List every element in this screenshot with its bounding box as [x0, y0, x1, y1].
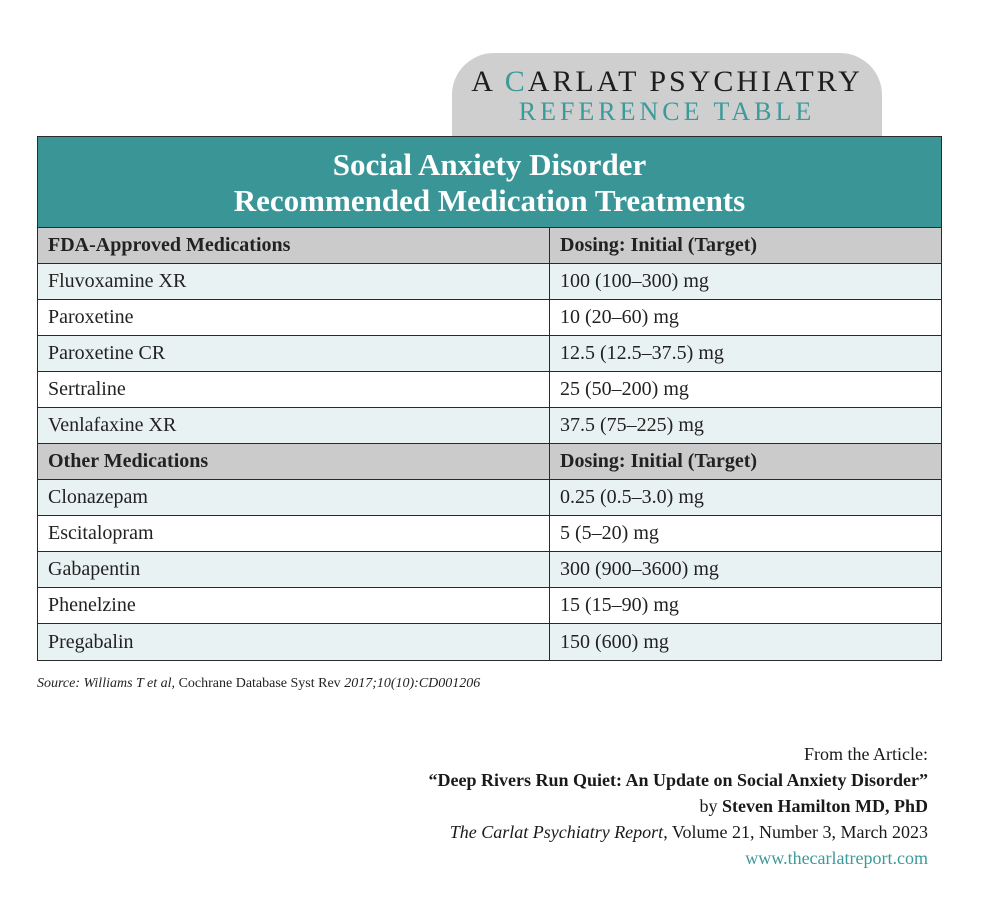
brand-subtitle: REFERENCE TABLE [518, 97, 816, 126]
brand-title [452, 65, 882, 99]
table-title-line2: Recommended Medication Treatments [233, 183, 746, 218]
article-title: “Deep Rivers Run Quiet: An Update on Social Anxiety Disorder” [428, 770, 928, 790]
author-by: by [699, 796, 722, 816]
table-row [38, 552, 941, 588]
table-title [38, 137, 941, 228]
table-row [38, 264, 941, 300]
publication-name: The Carlat Psychiatry Report [449, 822, 664, 842]
table-title-line1: Social Anxiety Disorder [332, 147, 647, 182]
source-label: Source: Williams T et al, [37, 676, 176, 691]
medication-dose: 10 (20–60) mg [560, 306, 679, 328]
table-body [38, 228, 941, 660]
table-row [38, 624, 941, 660]
article-credit [429, 741, 929, 871]
medication-name: Sertraline [38, 372, 550, 407]
table-row [38, 516, 941, 552]
credit-intro: From the Article: [804, 744, 928, 764]
dosing-header: Dosing: Initial (Target) [560, 234, 758, 256]
section-header: FDA-Approved Medications [38, 228, 550, 263]
brand-accent-letter: C [504, 65, 528, 98]
brand-prefix: A [471, 65, 505, 98]
publication-line [429, 819, 929, 845]
medication-dose: 5 (5–20) mg [560, 522, 659, 544]
website-link[interactable]: www.thecarlatreport.com [745, 848, 928, 868]
table-row [38, 588, 941, 624]
medication-name: Gabapentin [38, 552, 550, 587]
publication-issue: , Volume 21, Number 3, March 2023 [663, 822, 928, 842]
section-header-row [38, 444, 941, 480]
medication-table [37, 136, 942, 661]
source-reference: 2017;10(10):CD001206 [344, 676, 481, 691]
medication-name: Fluvoxamine XR [38, 264, 550, 299]
medication-dose: 37.5 (75–225) mg [560, 414, 704, 436]
section-header-row [38, 228, 941, 264]
reference-table-banner [452, 53, 882, 137]
medication-dose: 12.5 (12.5–37.5) mg [560, 342, 724, 364]
medication-name: Pregabalin [38, 624, 550, 660]
medication-name: Clonazepam [38, 480, 550, 515]
brand-rest: ARLAT PSYCHIATRY [527, 65, 863, 98]
medication-dose: 25 (50–200) mg [560, 378, 689, 400]
source-citation [37, 676, 480, 692]
medication-dose: 300 (900–3600) mg [560, 558, 719, 580]
table-row [38, 372, 941, 408]
medication-dose: 0.25 (0.5–3.0) mg [560, 486, 704, 508]
medication-dose: 150 (600) mg [560, 630, 669, 653]
dosing-header: Dosing: Initial (Target) [560, 450, 758, 472]
section-header: Other Medications [38, 444, 550, 479]
author-line [429, 793, 929, 819]
medication-name: Paroxetine CR [38, 336, 550, 371]
medication-dose: 15 (15–90) mg [560, 594, 679, 616]
table-row [38, 480, 941, 516]
medication-name: Escitalopram [38, 516, 550, 551]
medication-name: Phenelzine [38, 588, 550, 623]
medication-name: Paroxetine [38, 300, 550, 335]
medication-name: Venlafaxine XR [38, 408, 550, 443]
table-row [38, 336, 941, 372]
author-name: Steven Hamilton MD, PhD [722, 796, 928, 816]
medication-dose: 100 (100–300) mg [560, 270, 709, 292]
table-row [38, 408, 941, 444]
source-journal: Cochrane Database Syst Rev [175, 676, 345, 691]
table-row [38, 300, 941, 336]
